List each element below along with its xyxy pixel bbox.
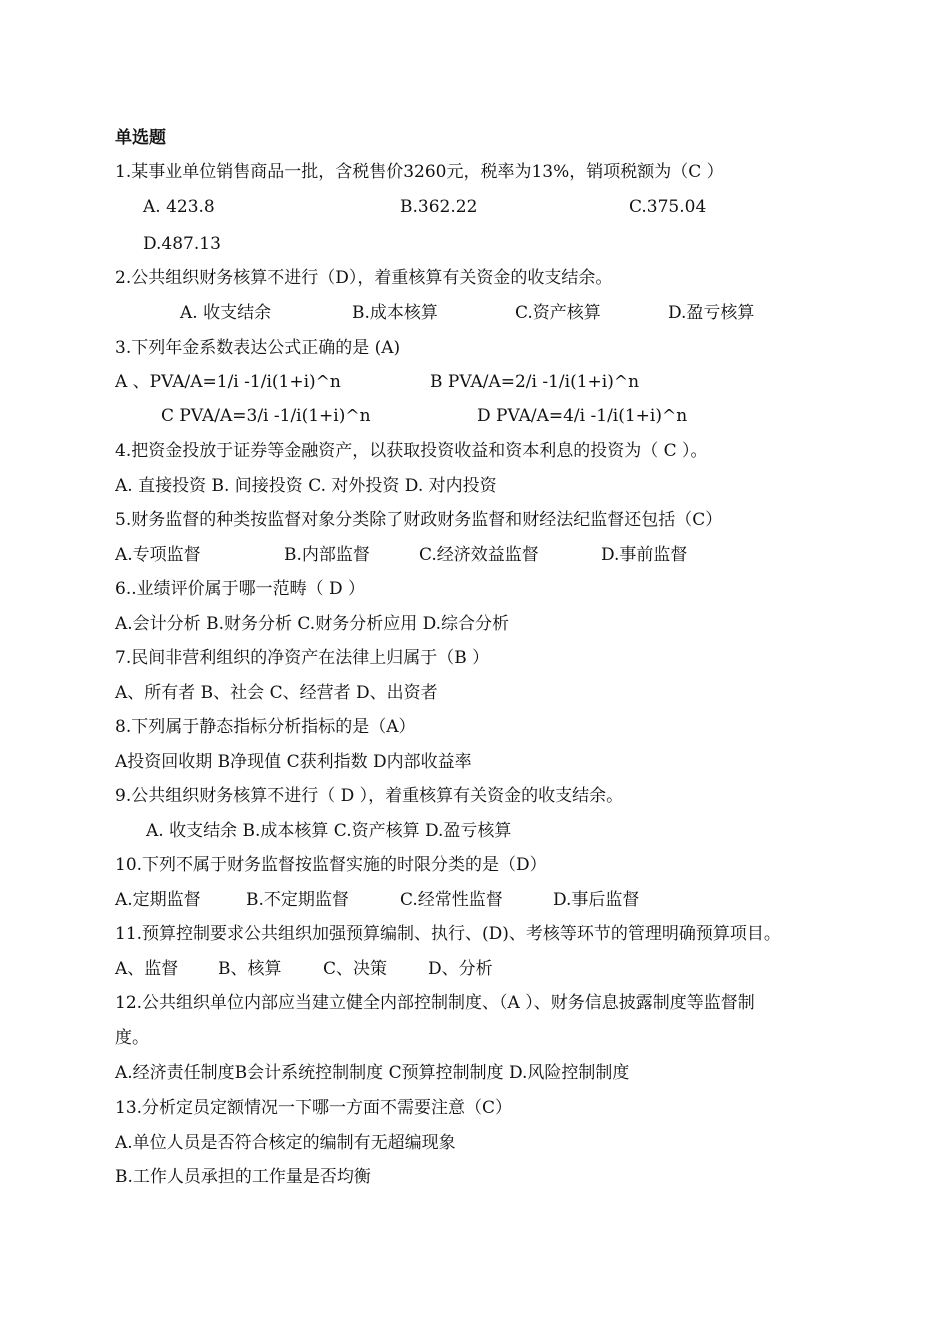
question-1-option-d: D.487.13 xyxy=(143,234,221,254)
question-11-option-d: D、分析 xyxy=(428,959,493,979)
question-10-option-c: C.经常性监督 xyxy=(400,890,503,910)
question-11-option-b: B、核算 xyxy=(218,959,282,979)
question-2-option-d: D.盈亏核算 xyxy=(668,303,755,323)
question-13-stem: 13.分析定员定额情况一下哪一方面不需要注意（C） xyxy=(115,1098,513,1118)
question-2-option-b: B.成本核算 xyxy=(352,303,438,323)
question-1-stem: 1.某事业单位销售商品一批，含税售价3260元，税率为13%，销项税额为（C ） xyxy=(115,162,724,182)
question-5-option-d: D.事前监督 xyxy=(601,545,688,565)
question-4-options: A. 直接投资 B. 间接投资 C. 对外投资 D. 对内投资 xyxy=(115,476,497,496)
question-10-option-a: A.定期监督 xyxy=(115,890,201,910)
question-10-stem: 10.下列不属于财务监督按监督实施的时限分类的是（D） xyxy=(115,855,547,875)
question-11-stem: 11.预算控制要求公共组织加强预算编制、执行、(D)、考核等环节的管理明确预算项目。 xyxy=(115,924,781,944)
question-4-stem: 4.把资金投放于证券等金融资产，以获取投资收益和资本利息的投资为（ C ）。 xyxy=(115,441,708,461)
question-2-option-a: A. 收支结余 xyxy=(180,303,272,323)
question-13-option-a: A.单位人员是否符合核定的编制有无超编现象 xyxy=(115,1133,456,1153)
question-5-option-c: C.经济效益监督 xyxy=(419,545,539,565)
question-3-stem: 3.下列年金系数表达公式正确的是 (A) xyxy=(115,338,401,358)
question-12-options: A.经济责任制度B会计系统控制制度 C预算控制制度 D.风险控制制度 xyxy=(115,1063,630,1083)
question-13-option-b: B.工作人员承担的工作量是否均衡 xyxy=(115,1167,371,1187)
question-8-options: A投资回收期 B净现值 C获利指数 D内部收益率 xyxy=(115,752,472,772)
question-1-option-c: C.375.04 xyxy=(629,197,707,217)
question-3-option-b: B PVA/A=2/i -1/i(1+i)^n xyxy=(430,372,640,392)
question-1-option-b: B.362.22 xyxy=(400,197,478,217)
question-1-option-a: A. 423.8 xyxy=(143,197,215,217)
question-9-options: A. 收支结余 B.成本核算 C.资产核算 D.盈亏核算 xyxy=(146,821,512,841)
question-5-option-a: A.专项监督 xyxy=(115,545,201,565)
question-11-option-c: C、决策 xyxy=(323,959,388,979)
question-2-stem: 2.公共组织财务核算不进行（D），着重核算有关资金的收支结余。 xyxy=(115,268,613,288)
question-10-option-b: B.不定期监督 xyxy=(246,890,349,910)
question-2-option-c: C.资产核算 xyxy=(515,303,601,323)
question-3-option-a: A 、PVA/A=1/i -1/i(1+i)^n xyxy=(115,372,341,392)
question-11-option-a: A、监督 xyxy=(115,959,179,979)
question-5-option-b: B.内部监督 xyxy=(284,545,370,565)
question-3-option-c: C PVA/A=3/i -1/i(1+i)^n xyxy=(161,406,371,426)
question-12-stem-line-2: 度。 xyxy=(115,1028,149,1048)
question-7-options: A、所有者 B、社会 C、经营者 D、出资者 xyxy=(115,683,438,703)
question-12-stem-line-1: 12.公共组织单位内部应当建立健全内部控制制度、（A ）、财务信息披露制度等监督制 xyxy=(115,993,755,1013)
question-10-option-d: D.事后监督 xyxy=(553,890,640,910)
section-title: 单选题 xyxy=(115,128,166,148)
question-6-stem: 6..业绩评价属于哪一范畴（ D ） xyxy=(115,579,366,599)
question-7-stem: 7.民间非营利组织的净资产在法律上归属于（B ） xyxy=(115,648,490,668)
question-8-stem: 8.下列属于静态指标分析指标的是（A） xyxy=(115,717,416,737)
question-5-stem: 5.财务监督的种类按监督对象分类除了财政财务监督和财经法纪监督还包括（C） xyxy=(115,510,723,530)
question-6-options: A.会计分析 B.财务分析 C.财务分析应用 D.综合分析 xyxy=(115,614,510,634)
question-9-stem: 9.公共组织财务核算不进行（ D ），着重核算有关资金的收支结余。 xyxy=(115,786,624,806)
question-3-option-d: D PVA/A=4/i -1/i(1+i)^n xyxy=(477,406,688,426)
